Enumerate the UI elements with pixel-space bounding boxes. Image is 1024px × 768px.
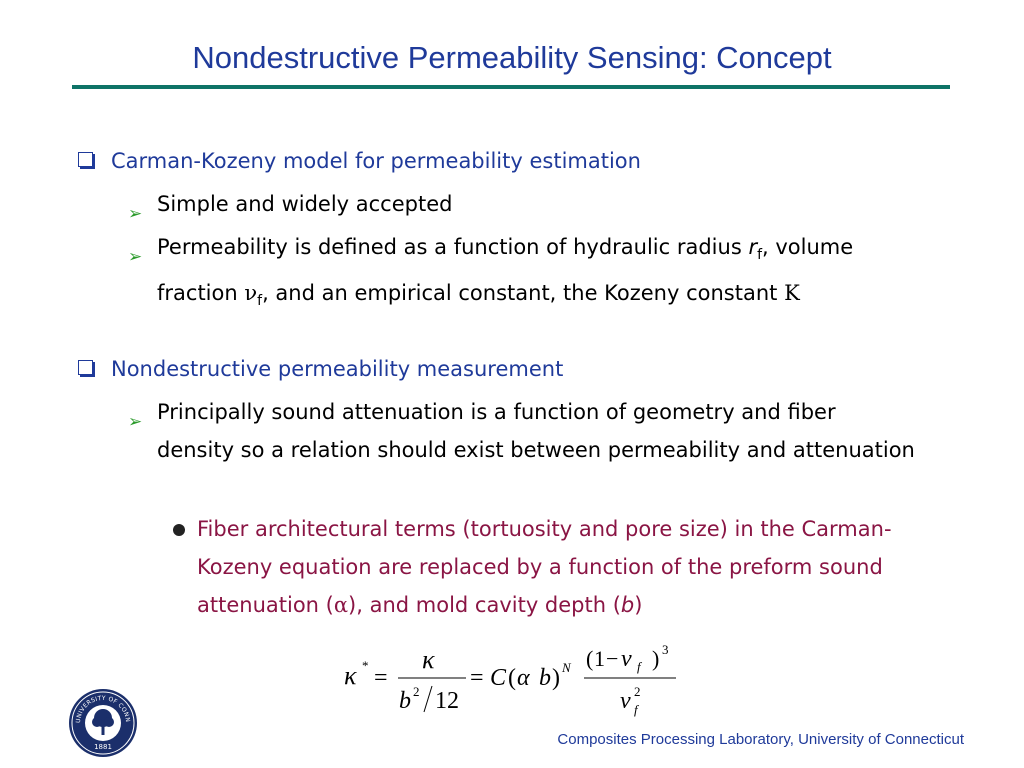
footer-lab-name: Composites Processing Laboratory, University of Connecticut: [557, 731, 964, 748]
svg-text:1881: 1881: [94, 743, 112, 751]
svg-text:f: f: [637, 659, 641, 674]
svg-text:−: −: [606, 646, 619, 671]
svg-text:(: (: [586, 646, 594, 671]
svg-text:2: 2: [413, 684, 420, 699]
svg-text:1: 1: [594, 646, 605, 671]
svg-text:κ: κ: [422, 645, 435, 674]
bullet-nondestructive-measurement: [78, 351, 563, 387]
svg-text:κ: κ: [344, 661, 357, 690]
subsubbullet-fiber-architecture: [173, 510, 948, 624]
svg-text:(: (: [508, 665, 516, 691]
checkbox-bullet-icon: [78, 360, 93, 375]
university-seal-logo: [68, 688, 138, 758]
arrow-bullet-icon: ➢: [128, 204, 143, 224]
subbullet-text: Principally sound attenuation is a function of geometry and fiber density so a relation should exist between permeability and attenuation: [157, 400, 915, 462]
subbullet-permeability-definition: [128, 228, 918, 320]
svg-text:ν: ν: [620, 688, 631, 714]
svg-text:=: =: [374, 665, 388, 691]
dot-bullet-icon: [173, 524, 185, 536]
svg-text:b: b: [539, 665, 551, 691]
subsubbullet-text: Fiber architectural terms (tortuosity and pore size) in the Carman-Kozeny equation are replaced by a function of the preform sound attenuation (α), and mold cavity depth (b): [197, 517, 892, 617]
slide-title: Nondestructive Permeability Sensing: Concept: [192, 40, 832, 75]
svg-text:N: N: [562, 660, 571, 675]
svg-text:3: 3: [662, 642, 669, 657]
svg-text:*: *: [362, 658, 369, 673]
svg-text:α: α: [517, 665, 530, 691]
svg-text:ν: ν: [621, 646, 632, 672]
svg-text:C: C: [490, 665, 507, 691]
svg-text:12: 12: [435, 688, 459, 714]
bullet-text: Carman-Kozeny model for permeability estimation: [111, 149, 641, 173]
svg-text:UNIVERSITY OF CONNECTICUT: UNIVERSITY OF CONN: [74, 694, 132, 724]
arrow-bullet-icon: ➢: [128, 412, 143, 432]
subbullet-sound-attenuation: [128, 393, 918, 469]
bullet-text: Nondestructive permeability measurement: [111, 357, 564, 381]
checkbox-bullet-icon: [78, 152, 93, 167]
svg-text:b: b: [399, 688, 411, 714]
svg-text:f: f: [634, 702, 638, 717]
title-underline: [72, 85, 950, 89]
svg-text:=: =: [470, 665, 484, 691]
svg-text:2: 2: [634, 684, 641, 699]
svg-text:): ): [652, 646, 660, 671]
subbullet-text: Permeability is defined as a function of hydraulic radius $r_f$, volume fraction $\nu_f$, and an empirical constant, the Kozeny constant K: [157, 235, 854, 310]
subbullet-simple: [128, 185, 918, 223]
arrow-bullet-icon: ➢: [128, 247, 143, 267]
kozeny-formula: [342, 638, 682, 718]
svg-text:): ): [552, 665, 560, 691]
subbullet-text: Simple and widely accepted: [157, 192, 453, 216]
bullet-carman-kozeny: [78, 143, 641, 179]
